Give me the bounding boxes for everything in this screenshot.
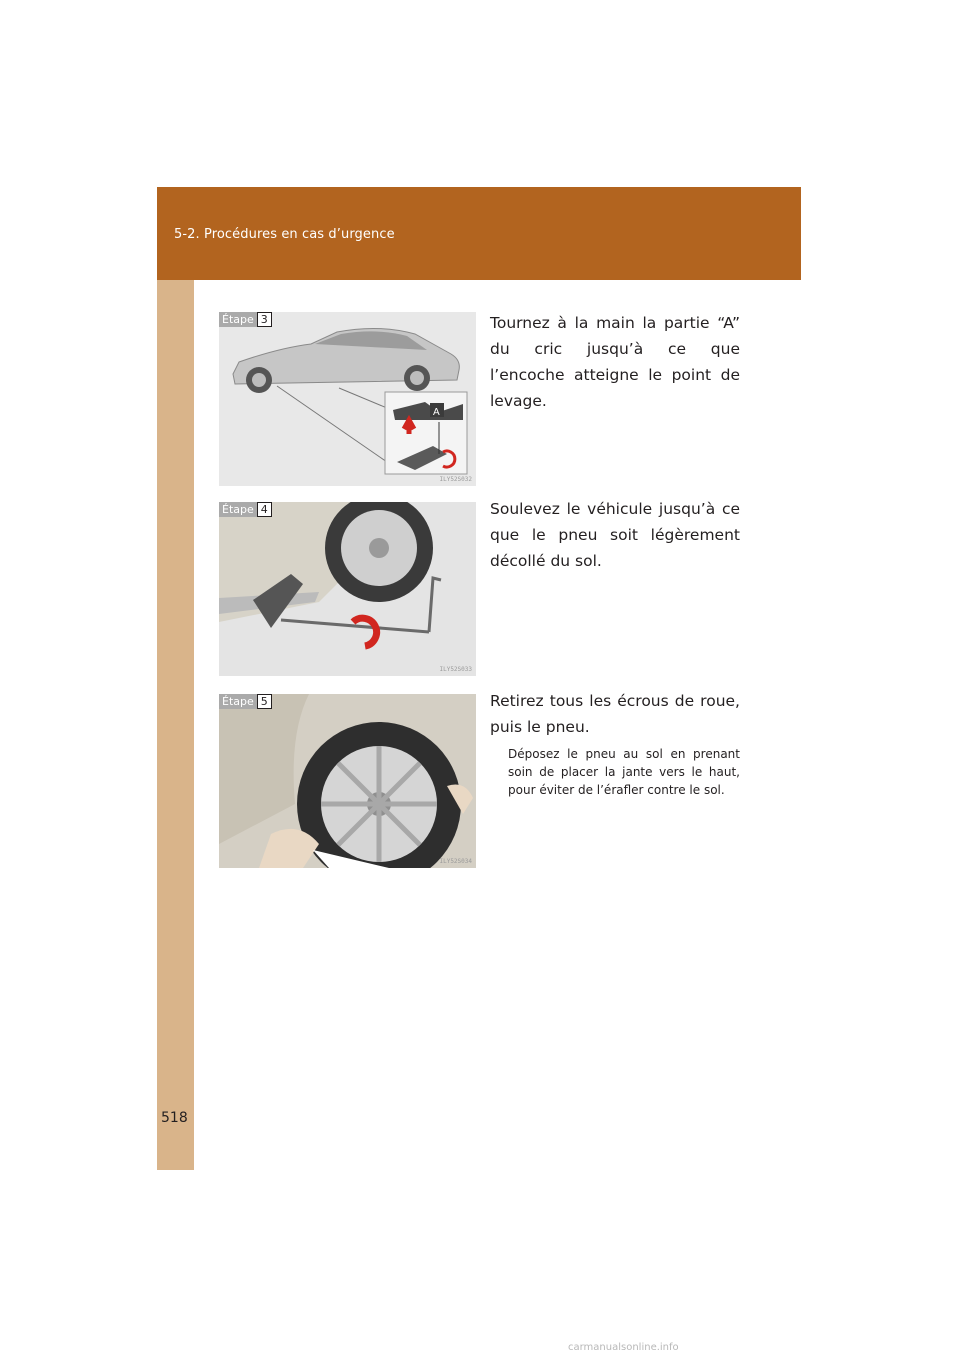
step-label: Étape bbox=[219, 312, 257, 327]
car-and-jack-illustration bbox=[219, 312, 476, 486]
image-code: ILY52S034 bbox=[439, 858, 472, 865]
step-5-note: Déposez le pneu au sol en prenant soin de placer la jante vers le haut, pour éviter de l’érafler contre le sol. bbox=[508, 747, 740, 797]
step-4-instruction: Soulevez le véhicule jusqu’à ce que le pneu soit légèrement décollé du sol. bbox=[490, 500, 740, 570]
step-5-instruction: Retirez tous les écrous de roue, puis le pneu. bbox=[490, 692, 740, 736]
step-label: Étape bbox=[219, 502, 257, 517]
figure-step-3 bbox=[219, 312, 476, 486]
step-badge bbox=[219, 502, 272, 517]
step-label: Étape bbox=[219, 694, 257, 709]
wheel-removal-illustration bbox=[219, 694, 476, 868]
step-number: 4 bbox=[257, 502, 272, 517]
step-badge bbox=[219, 312, 272, 327]
figure-step-5 bbox=[219, 694, 476, 868]
figure-step-4 bbox=[219, 502, 476, 676]
image-code: ILY52S033 bbox=[439, 666, 472, 673]
section-title: 5-2. Procédures en cas d’urgence bbox=[174, 227, 395, 242]
step-number: 5 bbox=[257, 694, 272, 709]
chapter-sidebar-tab bbox=[157, 187, 194, 1170]
step-badge bbox=[219, 694, 272, 709]
watermark: carmanualsonline.info bbox=[568, 1342, 679, 1353]
jack-lifting-illustration bbox=[219, 502, 476, 676]
page-number: 518 bbox=[161, 1110, 188, 1126]
step-3-instruction: Tournez à la main la partie “A” du cric jusqu’à ce que l’encoche atteigne le point de levage. bbox=[490, 314, 740, 410]
section-header-bar bbox=[157, 187, 801, 280]
callout-label-a: A bbox=[433, 407, 440, 418]
step-number: 3 bbox=[257, 312, 272, 327]
image-code: ILY52S032 bbox=[439, 476, 472, 483]
